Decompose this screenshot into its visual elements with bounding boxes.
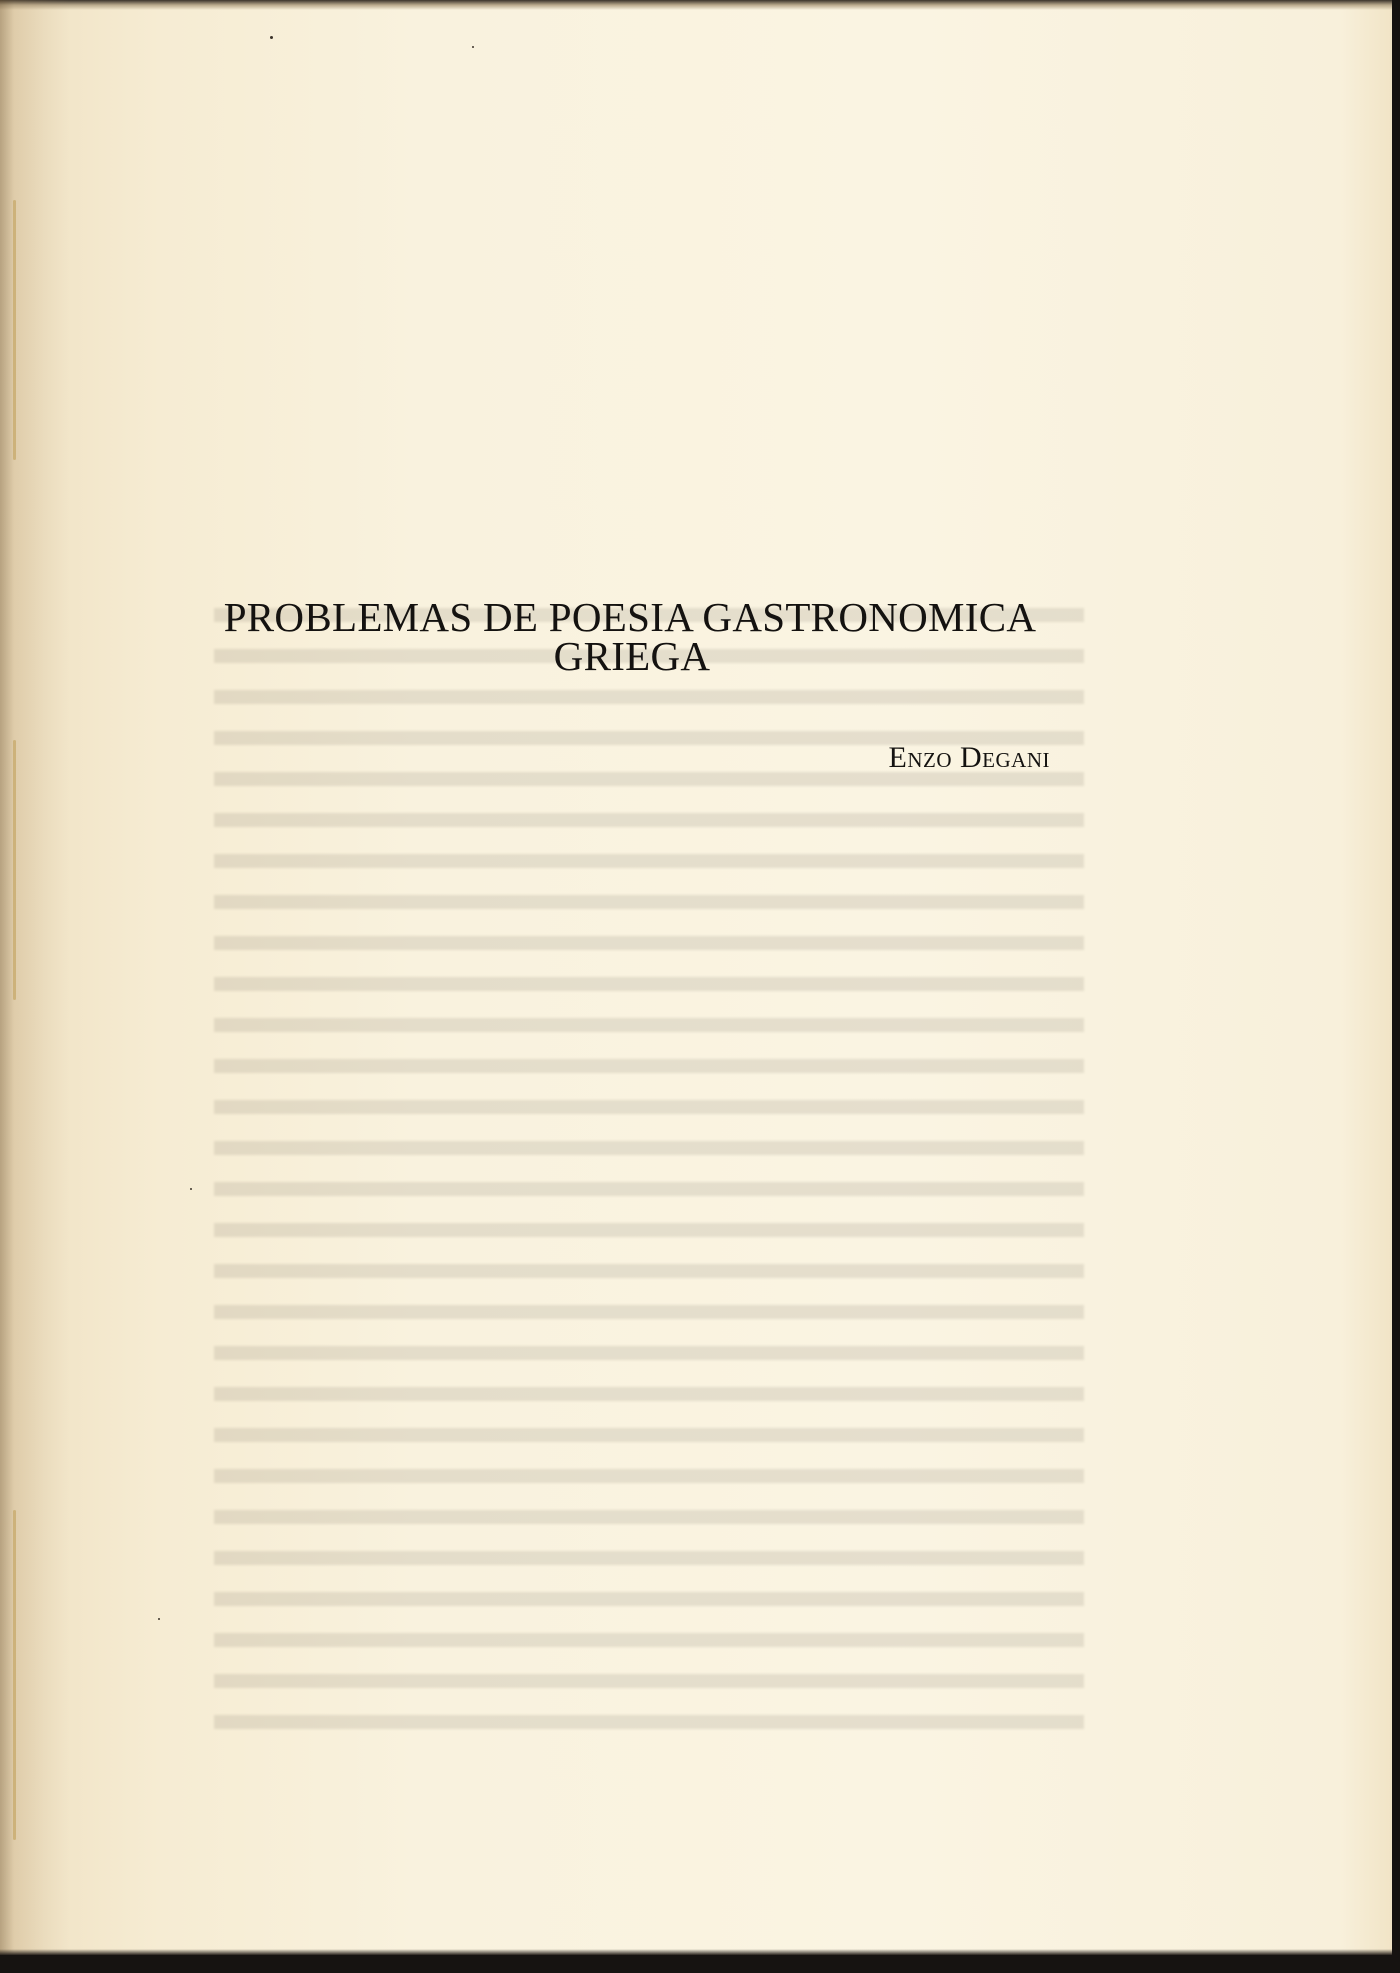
page-top-edge bbox=[0, 0, 1392, 10]
author-name: Enzo Degani bbox=[888, 741, 1050, 774]
binding-shadow bbox=[0, 0, 70, 1955]
article-title bbox=[180, 594, 1080, 679]
article-title-line-2: GRIEGA bbox=[553, 633, 711, 679]
paper-speck bbox=[472, 46, 474, 48]
show-through-text bbox=[214, 608, 1084, 1738]
binding-thread bbox=[13, 740, 16, 1000]
binding-thread bbox=[13, 1510, 16, 1840]
paper-speck bbox=[158, 1618, 160, 1620]
article-title-line-1: PROBLEMAS DE POESIA GASTRONOMICA bbox=[223, 594, 1037, 640]
binding-thread bbox=[13, 200, 16, 460]
paper-speck bbox=[190, 1188, 192, 1190]
paper-speck bbox=[270, 36, 273, 39]
page-bottom-edge bbox=[0, 1949, 1392, 1955]
